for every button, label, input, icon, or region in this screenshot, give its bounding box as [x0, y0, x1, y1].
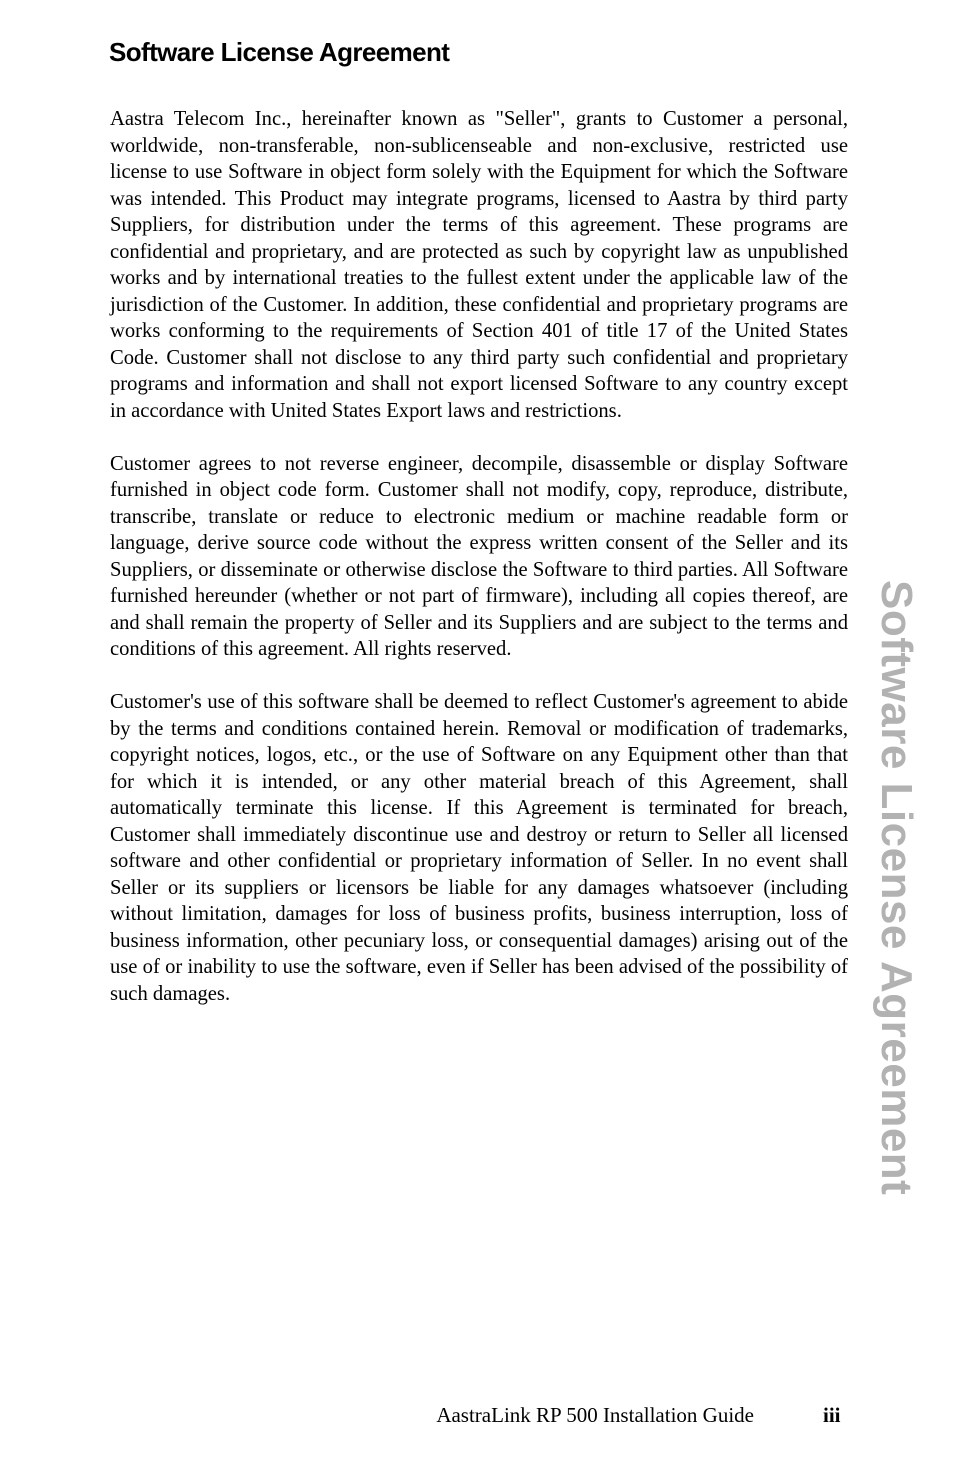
paragraph-termination: Customer's use of this software shall be deemed to reflect Customer's agreement to abide by the terms and conditions contained herein. Removal or modification of trademarks, copyright notices, logos, etc., or the use of Software on any Equipment other than that for which it is intended, or any other material breach of this Agreement, shall automatically terminate this license. If this Agreement is terminated for breach, Customer shall immediately discontinue use and destroy or return to Seller all licensed software and other confidential or proprietary information of Seller. In no event shall Seller or its suppliers or licensors be liable for any damages whatsoever (including without limitation, damages for loss of business profits, business interruption, loss of business information, other pecuniary loss, or consequential damages) arising out of the use of or inability to use the software, even if Seller has been advised of the possibility of such damages.	[110, 691, 848, 1005]
paragraph-license-grant: Aastra Telecom Inc., hereinafter known as "Seller", grants to Customer a personal, worldwide, non-transferable, non-sublicenseable and non-exclusive, restricted use license to use Software in object form solely with the Equipment for which the Software was intended. This Product may integrate programs, licensed to Aastra by third party Suppliers, for distribution under the terms of this agreement. These programs are confidential and proprietary, and are protected as such by copyright law as unpublished works and by international treaties to the fullest extent under the applicable law of the jurisdiction of the Customer. In addition, these confidential and proprietary programs are works conforming to the requirements of Section 401 of title 17 of the United States Code. Customer shall not disclose to any third party such confidential and proprietary programs and information and shall not export licensed Software to any country except in accordance with United States Export laws and restrictions.	[110, 108, 848, 422]
footer-page-number: iii	[823, 1403, 841, 1427]
side-tab-section-title: Software License Agreement	[872, 580, 921, 1196]
body-text	[110, 106, 848, 1034]
footer-document-title: AastraLink RP 500 Installation Guide	[436, 1403, 754, 1427]
page-title: Software License Agreement	[109, 37, 450, 67]
paragraph-restrictions: Customer agrees to not reverse engineer, decompile, disassemble or display Software furnished in object code form. Customer shall not modify, copy, reproduce, distribute, transcribe, translate or reduce to electronic medium or machine readable form or language, derive source code without the express written consent of the Seller and its Suppliers, or disseminate or otherwise disclose the Software to third parties. All Software furnished hereunder (whether or not part of firmware), including all copies thereof, are and shall remain the property of Seller and its Suppliers and are subject to the terms and conditions of this agreement. All rights reserved.	[110, 452, 848, 660]
